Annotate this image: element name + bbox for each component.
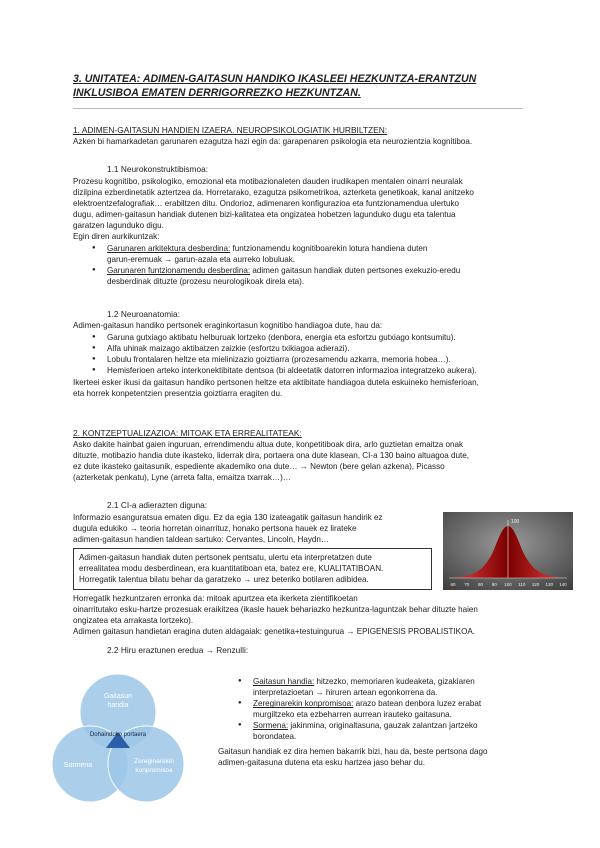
list-item: ● Garuna gutxiago aktibatu helburuak lortzeko (denbora, energia eta esfortzu gutxiago kontsumitu). — [92, 332, 532, 343]
list-item: ● Hemisferioen arteko interkonektibitate dentsoa (bi aldeetatik datorren informazioa integratzeko aukera). — [92, 365, 532, 376]
x-tick-label: 80 — [477, 582, 484, 587]
subsection-1-1-paragraph: Prozesu kognitibo, psikologiko, emozional eta motibazionaleten dauden irudikapen mentalen oinarri neuralak dizilpina ezberdinetatik aztertzea da. Horretarako, ezagutza psikometrikoa, azterketa genetikoak, kanal anitzeko elektroentzefalografiak… erabiltzen ditu. Ondorioz, adimenaren konfigurazioa eta funtzionamendua ulertuko dugu, adimen-gaitasun handiak dutenen bizi-kalitatea eta ongizatea hobetzen lagunduko dugu eta talentua garatzen lagunduko digu. Egin diren aurkikuntzak: — [73, 176, 543, 243]
venn-center-label: Dohainduko portaera — [89, 732, 147, 738]
subsection-2-2-heading: 2.2 Hiru eraztunen eredua → Renzulli: — [107, 645, 249, 655]
highlight-box: Adimen-gaitasun handiak duten pertsonek pentsatu, ulertu eta interpretatzen dute errealitatea modu desberdinean, era kuantitatiboan eta, batez ere, KUALITATIBOAN. Horregatik talentua bilatu behar da garatzeko → urez beteriko botilaren adibidea. — [73, 548, 432, 590]
mean-label: 100 — [511, 519, 520, 525]
section1-intro: Azken bi hamarkadetan garunaren ezagutza hazi egin da: garapenaren psikologia eta neurozientzia kognitiboa. — [73, 137, 473, 146]
venn-left-label: Sormena — [63, 762, 93, 769]
x-tick-label: 140 — [559, 582, 567, 587]
subsection-2-1-after: Horregatik hezkuntzaren erronka da: mitoak apurtzea eta ikerketa zientifikoetan oinarritutako esku-hartze prozesuak eraikitzea (ikasle hauek behariazko hezkuntza-laguntzak behar dituzte haien ongizatea eta arrakasta lortzeko). Adimen gaitasun handietan eragina duten aldagaiak: genetika+testuingurua → EPIGENESIS PROBALISTIKOA. — [73, 594, 478, 637]
renzulli-list — [238, 676, 548, 743]
section2-paragraph: Asko dakite hainbat gaien inguruan, errendimendu altua dute, konpetitiboak dira, arlo guztietan emaitza onak dituzte, motibazio handia dute ikasteko, liderrak dira, portaera ona dute klasean, CI-a 130 baino altuagoa dute, ez dute ikasteko gaitasunik, espediente akademiko ona dute… → Newton (bere gelan azkena), Picasso (azterketak penkatu), Lyne (arreta falta, emaitza txarrak…)… — [73, 440, 469, 483]
x-tick-label: 60 — [450, 582, 456, 587]
renzulli-venn-diagram — [48, 670, 188, 812]
section2-heading: 2. KONTZEPTUALIZAZIOA: MITOAK ETA ERREALITATEAK: — [73, 428, 302, 438]
neuroanatomy-list — [92, 332, 532, 376]
section1-heading: 1. ADIMEN-GAITASUN HANDIEN IZAERA. NEUROPSIKOLOGIATIK HURBILTZEN: — [73, 125, 388, 135]
list-item: ● Alfa uhinak maizago aktibatzen zaizkie (esfortzu txikiagoa adierazi). — [92, 343, 532, 354]
venn-right-label-2: konpromisoa — [135, 767, 173, 774]
list-item: ● Gaitasun handia: hitzezko, memoriaren kudeaketa, gizakiaren interpretazioetan → hiruren artean egonkorrena da. — [238, 676, 548, 698]
x-tick-label: 110 — [518, 582, 526, 587]
divider — [73, 108, 523, 109]
iq-bell-curve-chart — [443, 512, 573, 590]
venn-top-label-1: Gaitasun — [103, 693, 133, 700]
x-tick-label: 120 — [531, 582, 540, 587]
x-tick-label: 70 — [464, 582, 470, 587]
list-item: ● Garunaren arkitektura desberdina: funtzionamendu kognitiboarekin lotura handiena duten garun-eremuak → garun-azala eta aurreko lobuluak. — [92, 243, 522, 265]
subsection-1-2-heading: 1.2 Neuroanatomia: — [107, 309, 180, 319]
neuroanatomy-closing: Ikerteei esker ikusi da gaitasun handiko pertsonen heltze eta aktibitate handiagoa dutela eskuineko hemisferioan, eta horrek konpetentzien presentzia goiztiarra eragiten du. — [73, 378, 479, 399]
subsection-2-1-heading: 2.1 CI-a adierazten diguna: — [107, 500, 208, 510]
renzulli-closing: Gaitasun handiak ez dira hemen bakarrik bizi, hau da, beste pertsona dago adimen-gaitasuna dutena eta esku hartzea jaso behar du. — [218, 747, 488, 768]
neuroanatomy-lead: Adimen-gaitasun handiko pertsonek eraginkortasun kognitibo handiagoa dute, hau da: — [73, 321, 383, 330]
findings-list — [92, 243, 522, 287]
x-tick-label: 130 — [545, 582, 554, 587]
list-item: ● Zereginarekin konpromisoa: arazo batean denbora luzez erabat murgiltzeko eta ezbeharren aurrean irauteko gaitasuna. — [238, 698, 548, 720]
list-item: ● Sormena: jakinmina, originaltasuna, gauzak zalantzan jartzeko borondatea. — [238, 720, 548, 742]
list-item: ● Garunaren funtzionamendu desberdina: adimen gaitasun handiak duten pertsones exekuzio-eredu desberdinak dituzte (prozesu neurologikoak direla eta). — [92, 265, 522, 287]
subsection-1-1-heading: 1.1 Neurokonstruktibismoa: — [107, 164, 208, 174]
subsection-2-1-paragraph: Informazio esanguratsua ematen digu. Ez da egia 130 izateagatik gaitasun handirik ez dugula edukiko → teoria horretan oinarrituz, honako pertsona hauek ez lirateke adimen-gaitasun handien taldean sartuko: Cervantes, Lincoln, Haydn… — [73, 513, 383, 545]
x-tick-label: 100 — [504, 582, 512, 587]
x-tick-label: 90 — [491, 582, 497, 587]
x-axis-ticks — [450, 582, 567, 587]
venn-top-label-2: handia — [107, 702, 129, 709]
list-item: ● Lobulu frontalaren heltze eta mielinizazio goiztiarra (prozesamendu azkarra, memoria hobea…). — [92, 354, 532, 365]
venn-right-label-1: Zereginarekin — [134, 758, 174, 765]
document-title: 3. UNITATEA: ADIMEN-GAITASUN HANDIKO IKASLEEI HEZKUNTZA-ERANTZUN INKLUSIBOA EMATEN DERRIGORREZKO HEZKUNTZAN. — [73, 73, 477, 99]
findings-lead: Egin diren aurkikuntzak: — [73, 232, 160, 242]
